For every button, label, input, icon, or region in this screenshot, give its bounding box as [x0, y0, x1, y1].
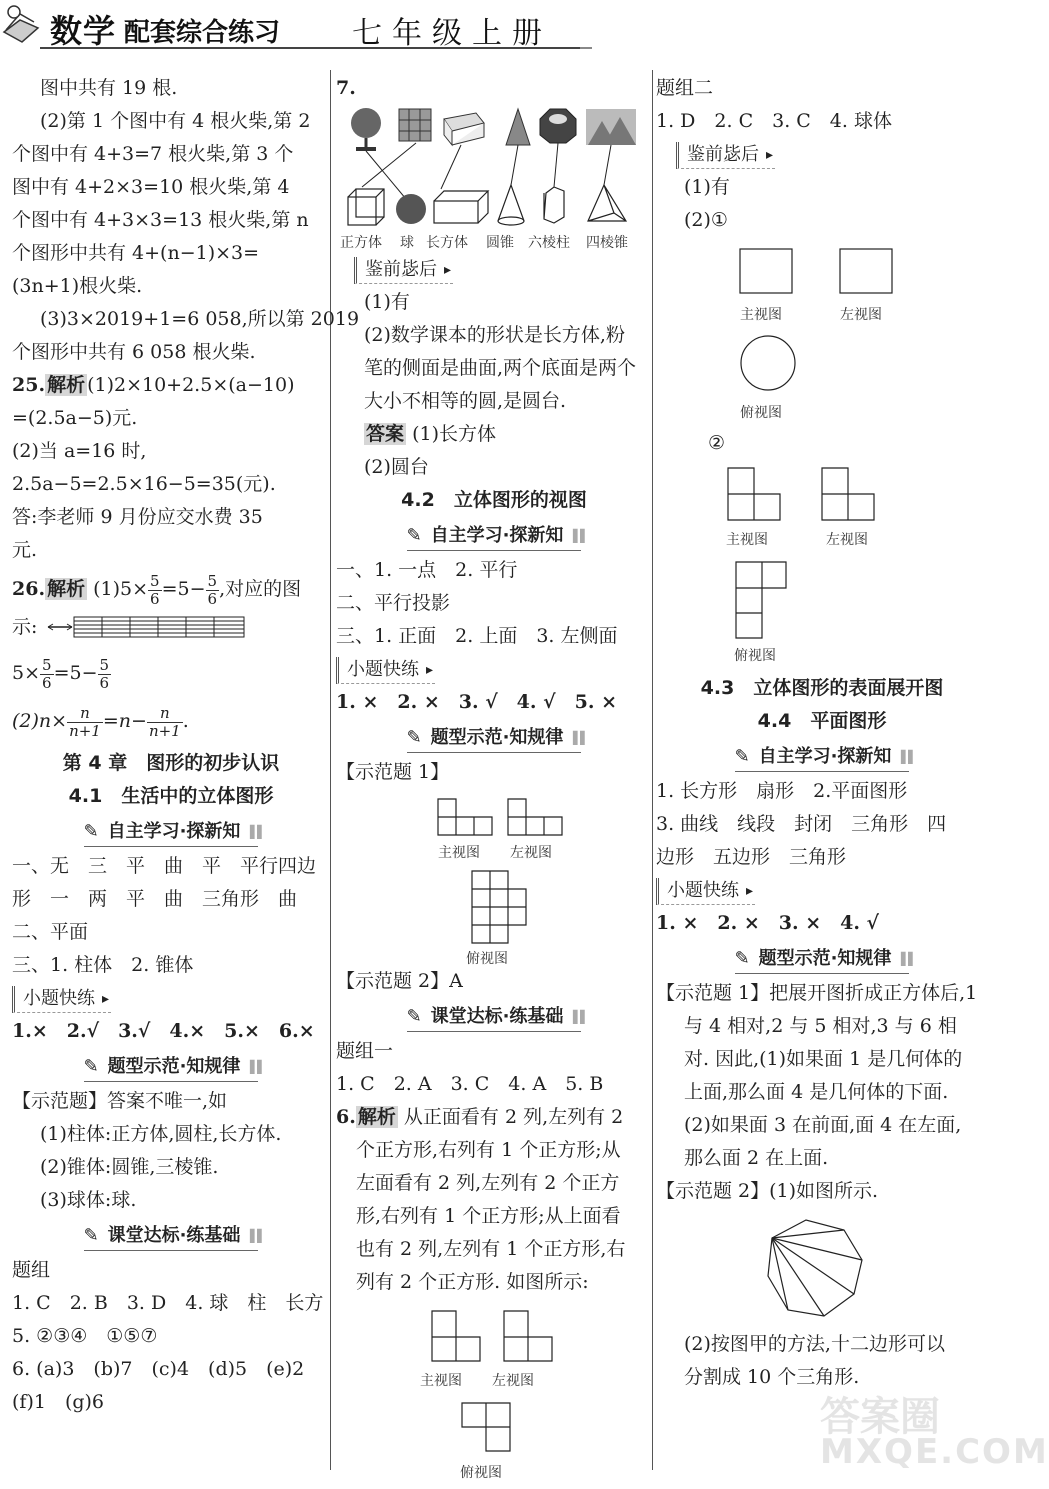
column-divider [652, 70, 653, 1470]
text-line: 【示范题 2】A [336, 970, 463, 992]
formula-text: =5− [161, 578, 206, 600]
text-line: 上面,那么面 4 是几何体的下面. [684, 1081, 949, 1103]
text-line: 1. C 2. B 3. D 4. 球 柱 长方 [12, 1292, 324, 1314]
fraction [206, 573, 220, 608]
small-bar [336, 253, 652, 286]
text-line: (3)3×2019+1=6 058,所以第 2019 [40, 308, 360, 330]
views-diagram-1 [656, 237, 988, 427]
shape-label: 长方体 [426, 235, 468, 251]
text-line: 示: [12, 616, 38, 638]
section-bar-label: ✎ 自主学习·探新知 ▌▌ [407, 522, 582, 551]
section-bar [336, 1000, 652, 1033]
matching-diagram [336, 105, 652, 253]
text-line: 大小不相等的圆,是圆台. [364, 390, 567, 412]
formula-line [12, 651, 330, 695]
numerator: 5 [42, 655, 52, 674]
segment-diagram [48, 615, 248, 643]
header-rule-dashed [580, 47, 592, 49]
section-bar [12, 1050, 330, 1083]
text-line: 5. ②③④ ①⑤⑦ [12, 1325, 158, 1347]
shape-label: 四棱锥 [586, 235, 628, 251]
text-line: 1. 长方形 扇形 2.平面图形 [656, 780, 908, 802]
fraction [40, 657, 54, 692]
question-number: 7. [336, 77, 356, 99]
view-caption: 左视图 [826, 532, 868, 548]
watermark-url: MXQE.COM [820, 1432, 1049, 1472]
text-line: 1. C 2. A 3. C 4. A 5. B [336, 1073, 604, 1095]
fraction [67, 705, 103, 740]
text-line: 一、1. 一点 2. 平行 [336, 559, 518, 581]
text-line: (2)圆台 [364, 456, 429, 478]
globe-icon [351, 108, 381, 151]
rubik-cube-icon [399, 109, 431, 141]
question-25 [12, 369, 330, 402]
text-line: (1)长方体 [412, 423, 496, 445]
column-right [656, 72, 988, 1394]
text-line: (2)如果面 3 在前面,面 4 在左面, [684, 1114, 962, 1136]
text-line: 【示范题 1】把展开图折成正方体后,1 [656, 982, 978, 1004]
views-diagram-2 [656, 460, 988, 672]
shape-label: 圆锥 [486, 235, 514, 251]
text-line: 题组 [12, 1259, 51, 1281]
formula-line [12, 695, 330, 747]
fraction [148, 573, 162, 608]
sphere-icon [396, 194, 426, 224]
section-bar-label: ✎ 自主学习·探新知 ▌▌ [735, 743, 910, 772]
text-line: (1)柱体:正方体,圆柱,长方体. [40, 1123, 282, 1145]
numerator: 5 [207, 571, 218, 590]
section-title: 4.4 平面图形 [757, 710, 887, 732]
hexagonal-prism-icon [544, 187, 564, 223]
text-line: 【示范题】答案不唯一,如 [12, 1090, 228, 1112]
cube-icon [348, 189, 384, 225]
formula-text: . [182, 710, 189, 732]
text-line: 三、1. 柱体 2. 锥体 [12, 954, 194, 976]
text-line: 1. × 2. × 3. √ 4. √ 5. × [336, 691, 617, 713]
shape-label: 正方体 [340, 235, 382, 251]
question-6 [336, 1101, 652, 1134]
view-caption: 俯视图 [466, 951, 508, 967]
view-caption: 主视图 [740, 307, 782, 323]
section-bar [336, 519, 652, 552]
section-bar [656, 740, 988, 773]
small-bar [656, 874, 988, 907]
text-line: (1)有 [684, 176, 730, 198]
text-line: 个图中有 4+3×3=13 根火柴,第 n [12, 209, 309, 231]
analysis-tag: 解析 [47, 578, 86, 600]
text-line: 图中有 4+2×3=10 根火柴,第 4 [12, 176, 290, 198]
numerator: 5 [99, 655, 110, 674]
text-line: 边形 五边形 三角形 [656, 846, 847, 868]
section-title: 4.3 立体图形的表面展开图 [700, 677, 944, 699]
text-line: 列有 2 个正方形. 如图所示: [356, 1271, 589, 1293]
text-line: 分割成 10 个三角形. [684, 1366, 860, 1388]
text-line: 答:李老师 9 月份应交水费 35 [12, 506, 263, 528]
denominator: 6 [42, 673, 52, 692]
question-number: 25. [12, 374, 46, 396]
analysis-tag: 解析 [47, 374, 86, 396]
text-line: 【示范题 2】(1)如图所示. [656, 1180, 879, 1202]
view-caption: 左视图 [840, 307, 882, 323]
text-line: 笔的侧面是曲面,两个底面是两个 [364, 357, 637, 379]
small-bar [12, 982, 330, 1015]
text-line: 图中共有 19 根. [40, 77, 178, 99]
shape-label: 球 [400, 235, 414, 251]
section-title: 4.1 生活中的立体图形 [68, 785, 274, 807]
text-line: 左面看有 2 列,左列有 2 个正方 [356, 1172, 620, 1194]
text-line: (1)有 [364, 291, 410, 313]
title-main: 数学 [50, 12, 117, 50]
small-bar [336, 653, 652, 686]
section-bar-label: ✎ 题型示范·知规律 ▌▌ [407, 724, 582, 753]
text-line: 个图形中共有 6 058 根火柴. [12, 341, 256, 363]
polygon-triangulation-diagram [656, 1208, 988, 1328]
analysis-tag: 解析 [357, 1106, 396, 1128]
text-line: 2.5a−5=2.5×16−5=35(元). [12, 473, 276, 495]
denominator: n+1 [148, 721, 181, 740]
three-view-diagram [336, 1299, 652, 1483]
formula-text: 5× [12, 662, 41, 684]
view-caption: 主视图 [726, 532, 768, 548]
section-bar-label: ✎ 课堂达标·练基础 ▌▌ [407, 1003, 582, 1032]
column-divider [330, 70, 331, 1470]
section-title: 4.2 立体图形的视图 [401, 489, 587, 511]
square-pyramid-icon [588, 185, 626, 221]
view-caption: 俯视图 [740, 405, 782, 421]
text-line: 题组二 [656, 77, 714, 99]
section-bar-label: ✎ 自主学习·探新知 ▌▌ [84, 818, 259, 847]
chapter-title: 第 4 章 图形的初步认识 [62, 752, 280, 774]
small-bar-label: 鉴前毖后 ▸ [354, 257, 453, 284]
view-caption: 主视图 [420, 1373, 462, 1389]
title-sub: 配套综合练习 [124, 18, 281, 48]
small-bar-label: 小题快练 ▸ [336, 657, 435, 684]
section-bar [12, 815, 330, 848]
cone-icon [506, 109, 530, 145]
text-line: 二、平面 [12, 921, 89, 943]
text-line: 对. 因此,(1)如果面 1 是几何体的 [684, 1048, 963, 1070]
text-line: 与 4 相对,2 与 5 相对,3 与 6 相 [684, 1015, 957, 1037]
text-line: 个图中有 4+3=7 根火柴,第 3 个 [12, 143, 294, 165]
book-icon [444, 113, 484, 145]
question-number: 6. [336, 1106, 356, 1128]
text-line: (3n+1)根火柴. [12, 275, 143, 297]
pyramid-icon [586, 109, 636, 145]
text-line: (f)1 (g)6 [12, 1391, 105, 1413]
text-line: 1. × 2. × 3. × 4. √ [656, 912, 880, 934]
formula-text: =5− [53, 662, 98, 684]
question-number: 26. [12, 578, 46, 600]
section-bar-label: ✎ 题型示范·知规律 ▌▌ [735, 945, 910, 974]
answer-line [336, 418, 652, 451]
text-line: (2)① [684, 209, 728, 231]
text-line: 形,右列有 1 个正方形;从上面看 [356, 1205, 621, 1227]
cuboid-icon [434, 191, 488, 223]
denominator: 6 [99, 673, 110, 692]
text-line: 1. D 2. C 3. C 4. 球体 [656, 110, 892, 132]
grade-label: 七年级上册 [352, 16, 552, 51]
formula-text: (1)5× [93, 578, 149, 600]
diagram-row [12, 611, 330, 651]
text-line: 从正面看有 2 列,左列有 2 [403, 1106, 624, 1128]
formula-text: (2)n× [12, 710, 68, 732]
text-line: 个正方形,右列有 1 个正方形;从 [356, 1139, 621, 1161]
question-26 [12, 567, 330, 611]
text-line: =(2.5a−5)元. [12, 407, 138, 429]
text-line: 一、无 三 平 曲 平 平行四边 [12, 855, 317, 877]
text-line: (2)第 1 个图中有 4 根火柴,第 2 [40, 110, 311, 132]
text-line: 也有 2 列,左列有 1 个正方形,右 [356, 1238, 626, 1260]
text-line: (2)按图甲的方法,十二边形可以 [684, 1333, 945, 1355]
text-line: 个图形中共有 4+(n−1)×3= [12, 242, 260, 264]
text-line: 那么面 2 在上面. [684, 1147, 829, 1169]
section-bar [336, 721, 652, 754]
formula-text: =n− [102, 710, 147, 732]
denominator: 6 [150, 589, 160, 608]
column-middle [336, 72, 652, 1483]
column-left [12, 72, 360, 1419]
text-line: 1.× 2.√ 3.√ 4.× 5.× 6.× [12, 1020, 315, 1042]
three-view-diagram [336, 789, 652, 965]
denominator: n+1 [69, 721, 101, 740]
watermark: 答案圈 [820, 1394, 940, 1440]
numerator: n [67, 705, 103, 723]
small-bar-label: 小题快练 ▸ [656, 878, 755, 905]
text-line: 二、平行投影 [336, 592, 451, 614]
header-rule [40, 47, 580, 49]
numerator: 5 [150, 571, 160, 590]
view-caption: 主视图 [438, 845, 480, 861]
text-line: 6. (a)3 (b)7 (c)4 (d)5 (e)2 [12, 1358, 305, 1380]
small-bar [656, 138, 988, 171]
text-line: (2)锥体:圆锥,三棱锥. [40, 1156, 219, 1178]
view-caption: 左视图 [492, 1373, 534, 1389]
section-bar-label: ✎ 课堂达标·练基础 ▌▌ [84, 1222, 259, 1251]
small-bar-label: 鉴前毖后 ▸ [676, 142, 775, 169]
view-caption: 俯视图 [460, 1465, 502, 1481]
formula-text: ,对应的图 [219, 578, 302, 600]
text-line: 形 一 两 平 曲 三角形 曲 [12, 888, 298, 910]
section-bar [656, 942, 988, 975]
cone-solid-icon [498, 185, 524, 225]
section-bar-label: ✎ 题型示范·知规律 ▌▌ [84, 1053, 259, 1082]
text-line: ② [708, 432, 726, 454]
shape-label: 六棱柱 [528, 235, 570, 251]
answer-tag: 答案 [366, 423, 405, 445]
numerator: n [147, 705, 183, 723]
text-line: (2)当 a=16 时, [12, 440, 147, 462]
small-bar-label: 小题快练 ▸ [12, 986, 111, 1013]
hex-nut-icon [540, 109, 576, 143]
page-header [0, 0, 1000, 52]
text-line: 【示范题 1】 [336, 761, 450, 783]
text-line: (1)2×10+2.5×(a−10) [87, 374, 295, 396]
fraction [98, 657, 112, 692]
section-bar [12, 1219, 330, 1252]
text-line: 三、1. 正面 2. 上面 3. 左侧面 [336, 625, 618, 647]
text-line: 3. 曲线 线段 封闭 三角形 四 [656, 813, 947, 835]
view-caption: 左视图 [510, 845, 552, 861]
denominator: 6 [207, 589, 218, 608]
text-line: (3)球体:球. [40, 1189, 137, 1211]
text-line: (2)数学课本的形状是长方体,粉 [364, 324, 625, 346]
book-logo-icon [0, 2, 42, 46]
text-line: 题组一 [336, 1040, 394, 1062]
text-line: 元. [12, 539, 38, 561]
fraction [147, 705, 183, 740]
view-caption: 俯视图 [734, 648, 776, 664]
